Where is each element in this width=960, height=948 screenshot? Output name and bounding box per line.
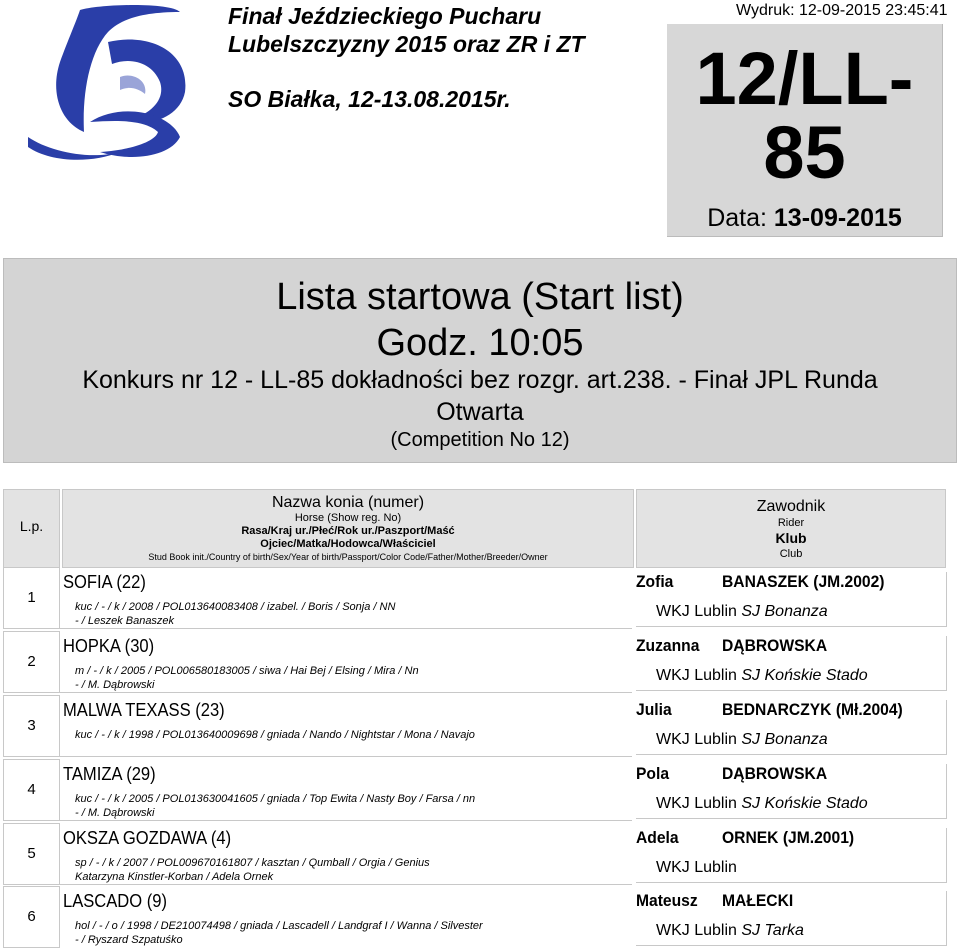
competition-code-line-1: 12/LL- [695,37,914,120]
competition-code [667,37,942,194]
header-rider [636,489,946,568]
horse-name-text: TAMIZA [63,764,122,784]
club-name: WKJ Lublin [656,922,737,939]
horse-details: hol / - / o / 1998 / DE210074498 / gniada / Lascadell / Landgraf I / Wanna / Silvester [75,920,483,932]
rider-last-name: DĄBROWSKA [722,764,828,783]
club-suffix: SJ Tarka [741,922,804,939]
horse-cell [63,700,633,742]
competition-name-line-2: Otwarta [436,398,524,426]
horse-name [63,636,587,656]
table-row [3,886,945,948]
horse-details: kuc / - / k / 2005 / POL013630041605 / gniada / Top Ewita / Nasty Boy / Farsa / nn [75,793,476,805]
row-divider [60,884,632,885]
header-stud-line: Stud Book init./Country of birth/Sex/Year of birth/Passport/Color Code/Father/Mother/Breeder/Owner [148,552,548,562]
club-suffix: SJ Bonanza [741,731,828,748]
competition-code-box [667,24,943,237]
rider-first-name: Zofia [636,572,674,591]
row-divider [60,692,632,693]
header-club-sub: Club [779,548,803,560]
date-label: Data: [707,204,767,232]
horse-owner: Katarzyna Kinstler-Korban / Adela Ornek [75,871,274,883]
rider-club [656,921,804,941]
horse-name [63,700,587,720]
rider-first-name: Zuzanna [636,636,700,655]
date-value: 13-09-2015 [773,204,902,232]
rider-last-name: BEDNARCZYK (Mł.2004) [722,700,903,719]
row-lp: 4 [3,759,60,821]
rider-cell [636,700,947,755]
row-lp: 5 [3,823,60,885]
header-club-title: Klub [775,530,807,546]
rider-cell [636,764,947,819]
club-name: WKJ Lublin [656,667,737,684]
row-lp: 1 [3,567,60,629]
horse-name [63,828,587,848]
club-name: WKJ Lublin [656,603,737,620]
row-lp: 6 [3,886,60,948]
club-suffix: SJ Końskie Stado [741,667,868,684]
horse-number: (22) [116,572,146,592]
horse-number: (4) [210,828,232,848]
header-breed-line: Rasa/Kraj ur./Płeć/Rok ur./Paszport/Maść [241,525,455,537]
horse-name-text: OKSZA GOZDAWA [63,828,207,848]
row-lp: 3 [3,695,60,757]
horse-number: (23) [195,700,225,720]
table-row [3,631,945,693]
club-name: WKJ Lublin [656,795,737,812]
rider-last-name: MAŁECKI [722,891,794,910]
table-row [3,823,945,885]
horse-name [63,891,587,911]
printout-timestamp: Wydruk: 12-09-2015 23:45:41 [736,2,948,19]
rider-club [656,794,868,814]
header-parents-line: Ojciec/Matka/Hodowca/Właściciel [260,538,436,550]
horse-number: (30) [124,636,155,656]
table-row [3,695,945,757]
horse-cell [63,764,633,820]
horse-number: (29) [126,764,156,784]
event-logo [20,2,195,167]
rider-first-name: Adela [636,828,679,847]
rider-cell [636,828,947,883]
competition-date [667,204,942,233]
rider-last-name: BANASZEK (JM.2002) [722,572,885,591]
horse-details: kuc / - / k / 1998 / POL013640009698 / gniada / Nando / Nightstar / Mona / Navajo [75,729,475,741]
horse-owner: - / M. Dąbrowski [75,807,155,819]
header-rider-title: Zawodnik [756,498,826,515]
rider-cell [636,891,947,946]
club-suffix: SJ Bonanza [741,603,828,620]
rider-club [656,602,828,622]
horse-cell [63,636,633,692]
horse-owner: - / Ryszard Szpatuśko [75,934,183,946]
horse-name [63,572,587,592]
horse-name-text: HOPKA [63,636,121,656]
club-name: WKJ Lublin [656,731,737,748]
horse-number: (9) [146,891,168,911]
rider-cell [636,636,947,691]
start-list-title: Lista startowa (Start list) [276,276,684,318]
header-horse [62,489,634,568]
start-list-banner [3,258,957,463]
row-divider [60,628,632,629]
rider-club [656,666,868,686]
horse-name [63,764,587,784]
competition-name-line-1: Konkurs nr 12 - LL-85 dokładności bez rozgr. art.238. - Finał JPL Runda [82,366,878,394]
horse-details: kuc / - / k / 2008 / POL013640083408 / izabel. / Boris / Sonja / NN [75,601,396,613]
club-suffix: SJ Końskie Stado [741,795,868,812]
rider-first-name: Pola [636,764,670,783]
rider-first-name: Mateusz [636,891,698,910]
table-row [3,759,945,821]
club-name: WKJ Lublin [656,859,737,876]
rider-last-name: DĄBROWSKA [722,636,828,655]
table-row [3,567,945,629]
row-divider [60,820,632,821]
header-horse-sub: Horse (Show reg. No) [294,512,402,524]
horse-owner: - / Leszek Banaszek [75,615,175,627]
horse-name-text: LASCADO [63,891,143,911]
horse-name-text: MALWA TEXASS [63,700,191,720]
horse-name-text: SOFIA [63,572,112,592]
row-lp: 2 [3,631,60,693]
rider-cell [636,572,947,627]
event-title-line-2: Lubelszczyzny 2015 oraz ZR i ZT [228,31,585,57]
rider-club [656,858,737,878]
row-divider [60,756,632,757]
horse-owner: - / M. Dąbrowski [75,679,155,691]
horse-details: m / - / k / 2005 / POL006580183005 / siwa / Hai Bej / Elsing / Mira / Nn [75,665,419,677]
event-place: SO Białka, 12-13.08.2015r. [228,86,511,112]
horse-cell [63,891,633,947]
header-rider-sub: Rider [777,517,805,529]
competition-code-line-2: 85 [763,111,846,194]
header-horse-title: Nazwa konia (numer) [271,494,425,511]
competition-number: (Competition No 12) [390,429,570,451]
event-title [228,2,658,58]
rider-club [656,730,828,750]
header-lp [3,489,60,568]
rider-first-name: Julia [636,700,672,719]
start-time: Godz. 10:05 [376,322,584,364]
event-title-line-1: Finał Jeździeckiego Pucharu [228,3,542,29]
horse-cell [63,572,633,628]
header-lp-label: L.p. [19,518,44,534]
horse-cell [63,828,633,884]
rider-last-name: ORNEK (JM.2001) [722,828,855,847]
horse-details: sp / - / k / 2007 / POL009670161807 / kasztan / Qumball / Orgia / Genius [75,857,430,869]
